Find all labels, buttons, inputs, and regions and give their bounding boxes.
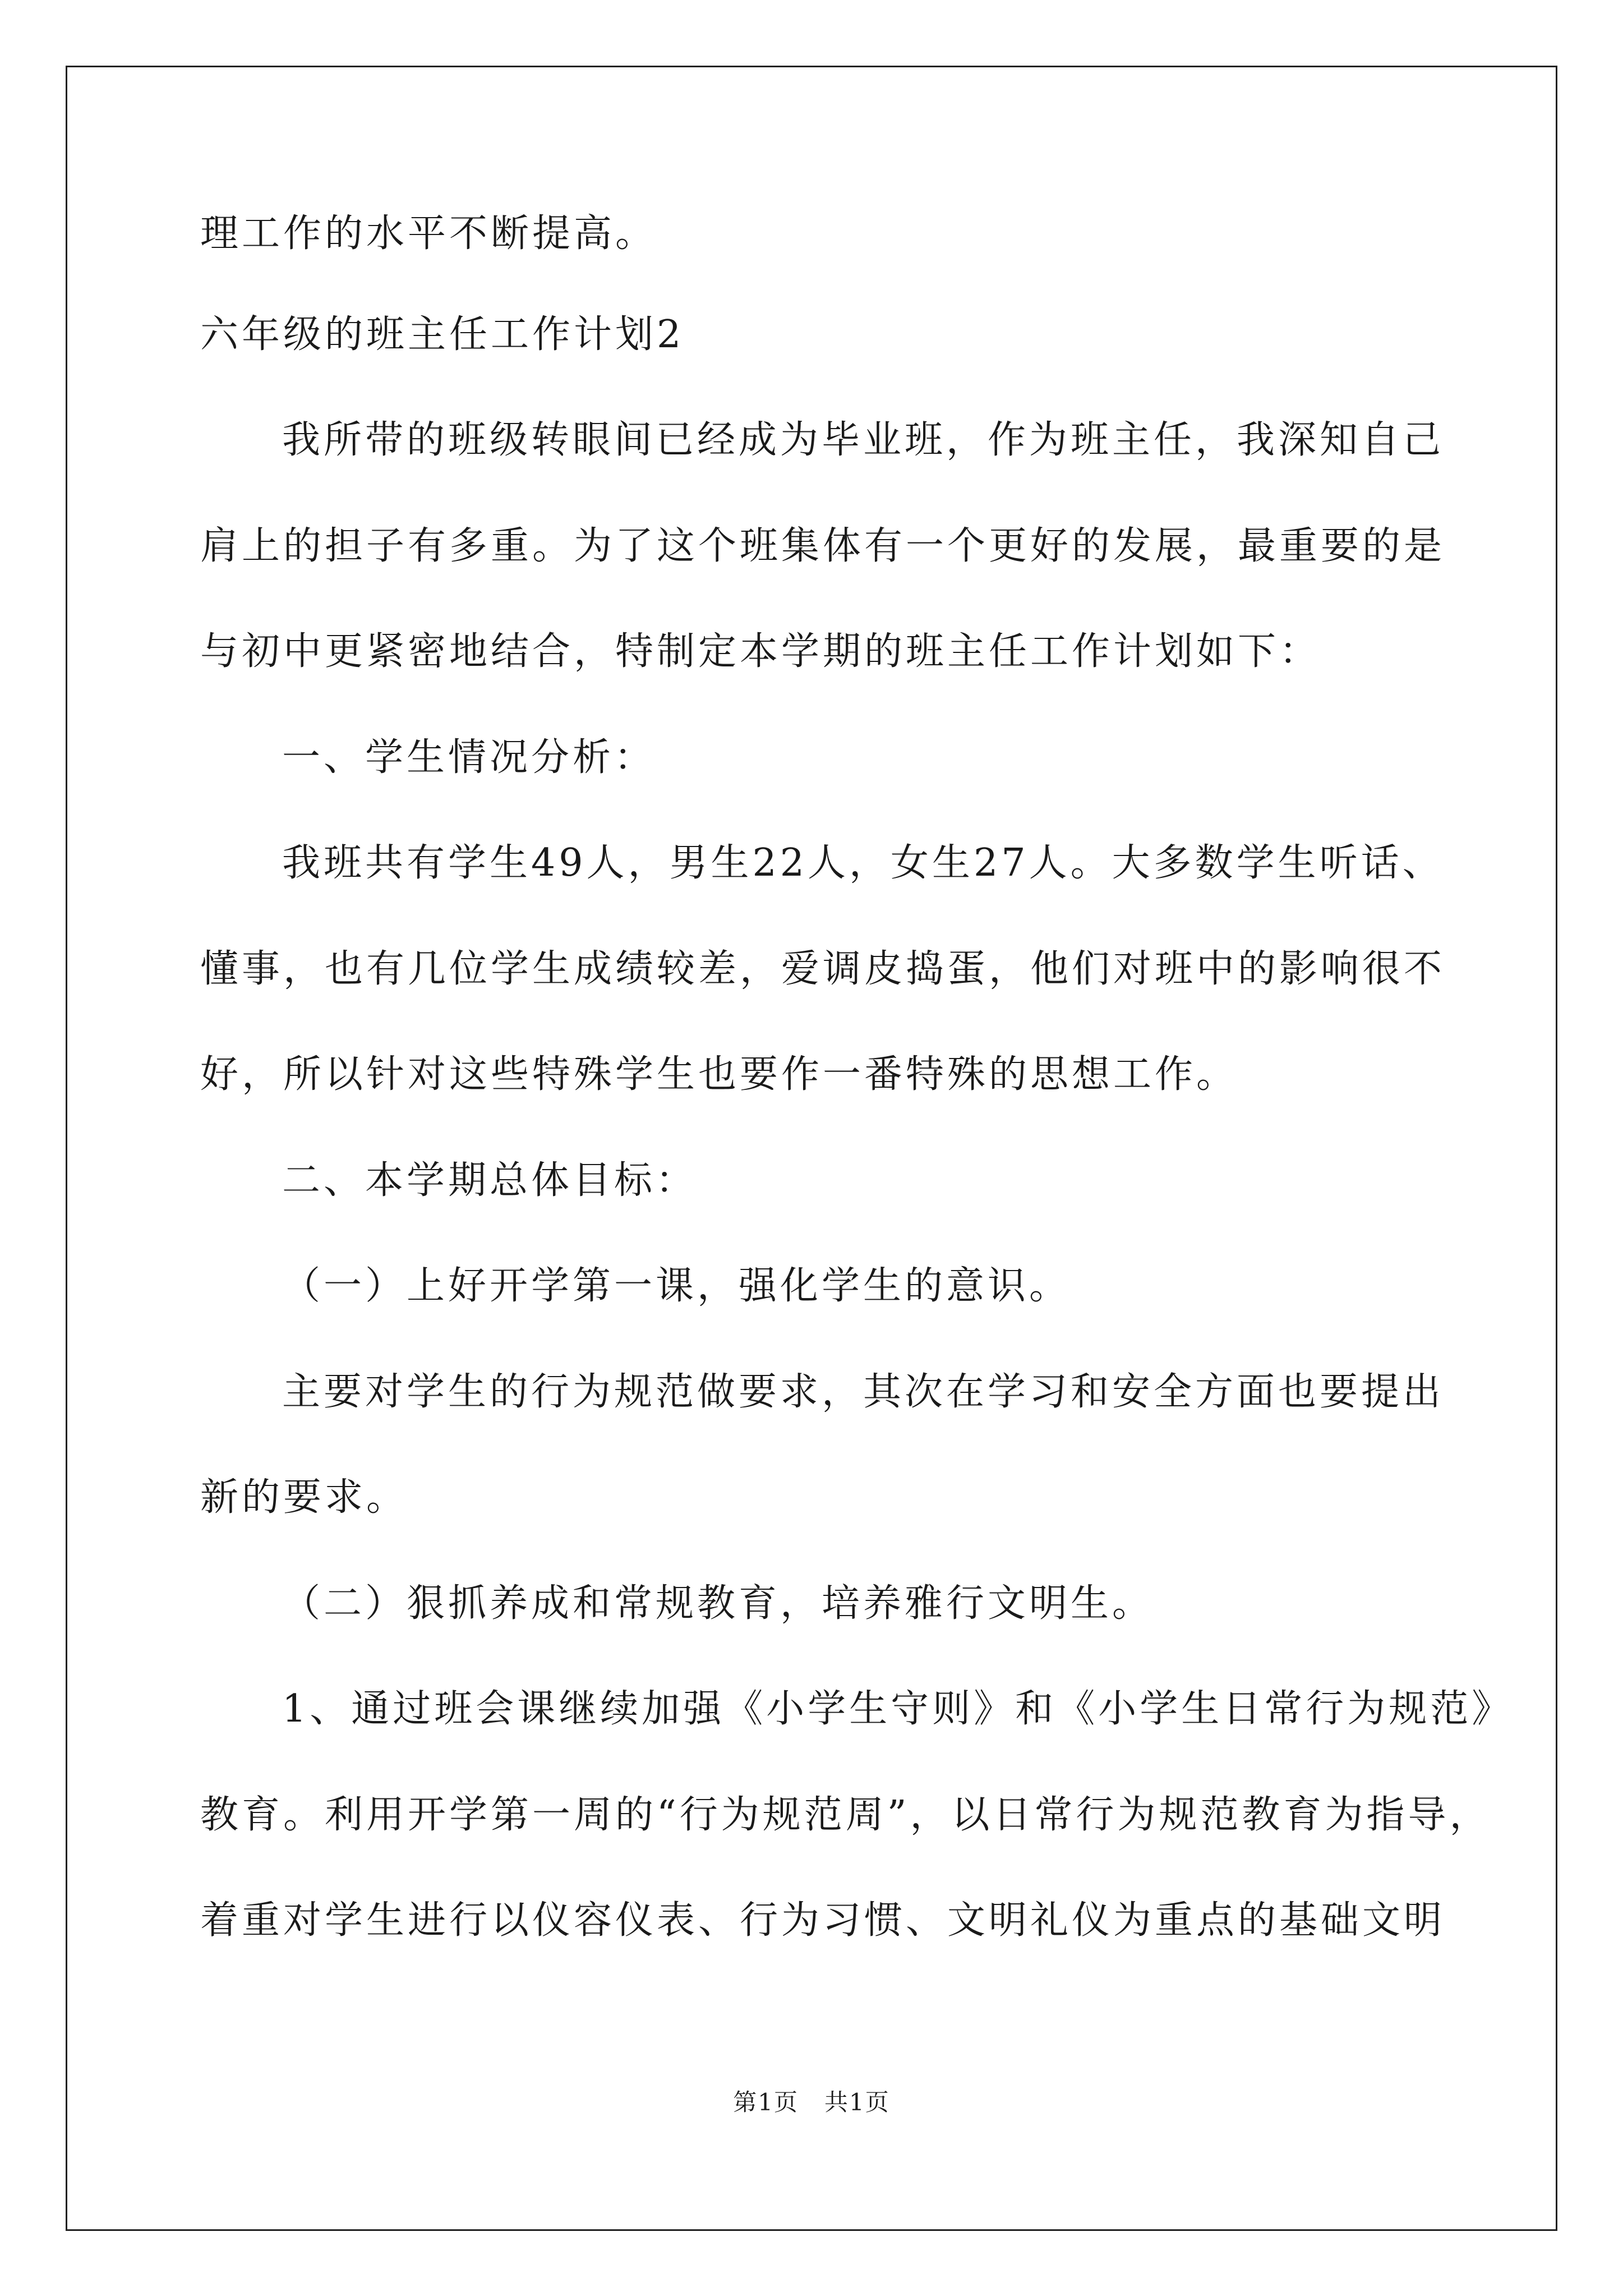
subheading: 一、学生情况分析： [282,735,656,780]
paragraph-line: 1、通过班会课继续加强《小学生守则》和《小学生日常行为规范》 [282,1687,1514,1731]
paragraph-line: 着重对学生进行以仪容仪表、行为习惯、文明礼仪为重点的基础文明 [200,1898,1446,1943]
paragraph-line: 懂事，也有几位学生成绩较差，爱调皮捣蛋，他们对班中的影响很不 [200,947,1446,991]
section-heading: 六年级的班主任工作计划2 [200,312,685,357]
paragraph-line: 好，所以针对这些特殊学生也要作一番特殊的思想工作。 [200,1052,1238,1097]
paragraph-line: 新的要求。 [200,1475,408,1520]
paragraph-line: 与初中更紧密地结合，特制定本学期的班主任工作计划如下： [200,629,1321,674]
paragraph-line: 我所带的班级转眼间已经成为毕业班，作为班主任，我深知自己 [282,418,1445,462]
paragraph-line: 教育。利用开学第一周的“行为规范周”，以日常行为规范教育为指导， [200,1793,1491,1837]
text-line: 理工作的水平不断提高。 [200,211,657,256]
paragraph-line: 我班共有学生49人，男生22人，女生27人。大多数学生听话、 [282,841,1444,885]
page-number: 第1页 共1页 [733,2088,890,2116]
paragraph-line: 肩上的担子有多重。为了这个班集体有一个更好的发展，最重要的是 [200,524,1446,568]
subheading: （一）上好开学第一课，强化学生的意识。 [282,1264,1071,1308]
subheading: （二）狠抓养成和常规教育，培养雅行文明生。 [282,1581,1154,1626]
subheading: 二、本学期总体目标： [282,1158,698,1203]
paragraph-line: 主要对学生的行为规范做要求，其次在学习和安全方面也要提出 [282,1370,1445,1414]
